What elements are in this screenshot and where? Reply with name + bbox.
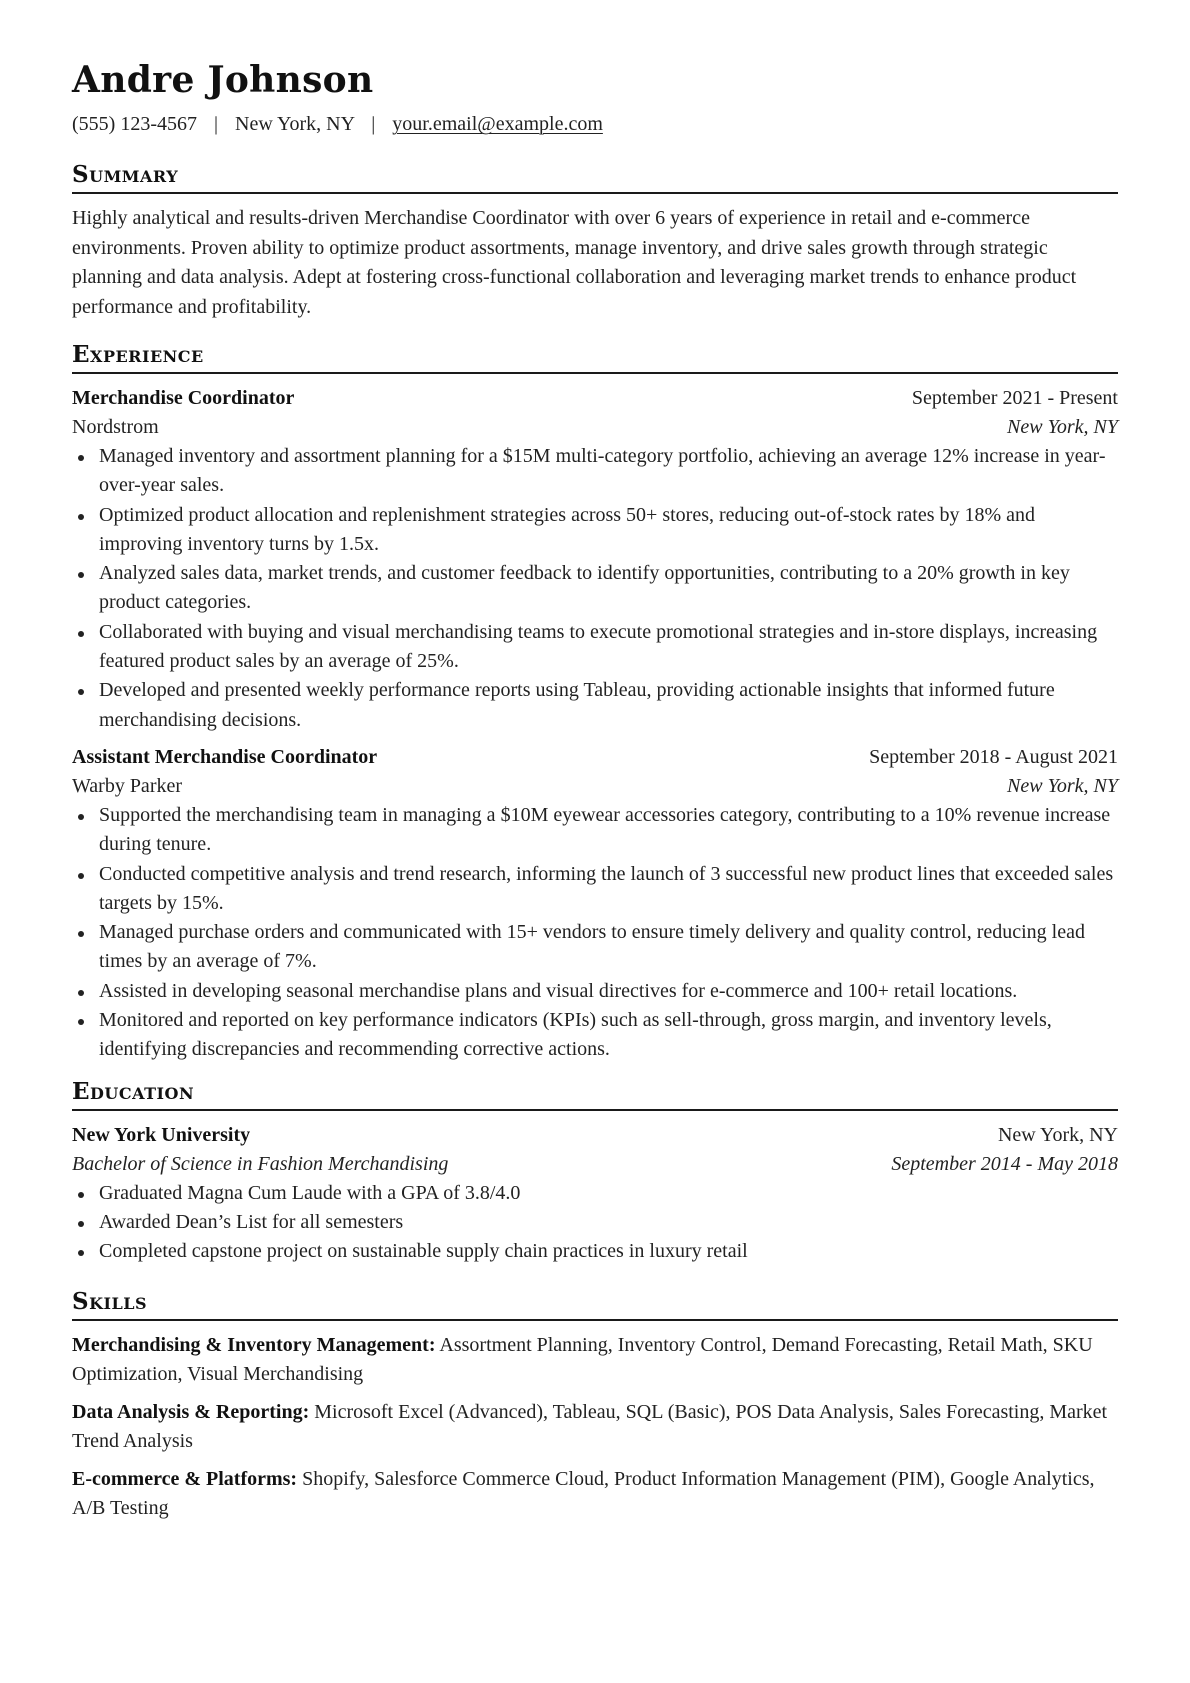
skill-group	[72, 1398, 1118, 1457]
job-role: Assistant Merchandise Coordinator	[72, 745, 378, 768]
bullet-item	[72, 442, 1118, 501]
section-title-experience: Experience	[72, 341, 204, 368]
degree-row	[72, 1150, 1118, 1179]
job-dates: September 2018 - August 2021	[869, 745, 1118, 768]
candidate-name: Andre Johnson	[72, 59, 374, 101]
bullet-dot-icon	[78, 931, 84, 937]
bullet-item	[72, 860, 1118, 919]
job-company: Warby Parker	[72, 774, 183, 797]
job-dates: September 2021 - Present	[911, 387, 1118, 409]
school-location: New York, NY	[997, 1123, 1118, 1146]
bullet-item	[72, 1179, 1118, 1208]
section-title-summary: Summary	[72, 161, 179, 188]
job-bullets	[72, 801, 1118, 1065]
bullet-item	[72, 918, 1118, 977]
skills-section	[72, 1289, 1118, 1524]
bullet-item	[72, 501, 1118, 560]
degree: Bachelor of Science in Fashion Merchandising	[72, 1152, 449, 1175]
bullet-dot-icon	[78, 689, 84, 695]
bullet-text: Assisted in developing seasonal merchandise plans and visual directives for e-commerce and 100+ retail locations.	[99, 979, 1018, 1002]
bullet-text: Monitored and reported on key performance indicators (KPIs) such as sell-through, gross margin, and inventory levels, identifying discrepancies and recommending corrective actions.	[99, 1009, 1052, 1061]
location: New York, NY	[235, 113, 355, 135]
skill-group-label: Merchandising & Inventory Management:	[72, 1333, 436, 1356]
job-company-row	[72, 772, 1118, 801]
education-bullets	[72, 1179, 1118, 1267]
skill-group-items: Shopify, Salesforce Commerce Cloud, Product Information Management (PIM), Google Analytics, A/B Testing	[72, 1467, 1095, 1520]
job-bullets	[72, 442, 1118, 735]
separator: |	[371, 113, 376, 135]
job-location: New York, NY	[1007, 774, 1118, 797]
education-dates: September 2014 - May 2018	[891, 1152, 1118, 1175]
bullet-dot-icon	[78, 631, 84, 637]
skill-group-label: Data Analysis & Reporting:	[72, 1400, 310, 1423]
bullet-dot-icon	[78, 1250, 84, 1256]
bullet-text: Graduated Magna Cum Laude with a GPA of 3.8/4.0	[99, 1181, 521, 1204]
skill-group-label: E-commerce & Platforms:	[72, 1467, 298, 1490]
bullet-text: Managed inventory and assortment planning for a $15M multi-category portfolio, achieving an average 12% increase in year-over-year sales.	[99, 445, 1106, 497]
bullet-dot-icon	[78, 873, 84, 879]
contact-line	[72, 112, 1118, 136]
skill-group-items: Assortment Planning, Inventory Control, Demand Forecasting, Retail Math, SKU Optimization, Visual Merchandising	[72, 1333, 1093, 1386]
school-row	[72, 1121, 1118, 1150]
education-section	[72, 1079, 1118, 1267]
bullet-text: Completed capstone project on sustainable supply chain practices in luxury retail	[99, 1240, 748, 1263]
job-company-row	[72, 413, 1118, 442]
bullet-dot-icon	[78, 1019, 84, 1025]
section-divider	[72, 192, 1118, 194]
experience-section	[72, 342, 1118, 1065]
bullet-text: Collaborated with buying and visual merchandising teams to execute promotional strategies and in-store displays, increasing featured product sales by an average of 25%.	[99, 620, 1098, 673]
bullet-item	[72, 676, 1118, 735]
bullet-dot-icon	[78, 514, 84, 520]
job-location: New York, NY	[1007, 416, 1118, 438]
job-header-row	[72, 743, 1118, 772]
email-link[interactable]: your.email@example.com	[392, 113, 603, 135]
bullet-text: Conducted competitive analysis and trend research, informing the launch of 3 successful new product lines that exceeded sales targets by 15%.	[99, 862, 1114, 914]
section-divider	[72, 1109, 1118, 1111]
bullet-dot-icon	[78, 990, 84, 996]
bullet-text: Supported the merchandising team in managing a $10M eyewear accessories category, contributing to a 10% revenue increase during tenure.	[99, 803, 1111, 856]
skill-group	[72, 1331, 1118, 1390]
resume-header	[72, 58, 1118, 136]
bullet-text: Awarded Dean’s List for all semesters	[99, 1210, 404, 1233]
separator: |	[213, 113, 218, 135]
bullet-item	[72, 801, 1118, 860]
skill-group	[72, 1465, 1118, 1524]
bullet-text: Analyzed sales data, market trends, and customer feedback to identify opportunities, contributing to a 20% growth in key product categories.	[99, 562, 1070, 614]
bullet-item	[72, 559, 1118, 618]
summary-text: Highly analytical and results-driven Merchandise Coordinator with over 6 years of experience in retail and e-commerce environments. Proven ability to optimize product assortments, manage inventory, and drive sales growth through strategic planning and data analysis. Adept at fostering cross-functional collaboration and leveraging market trends to enhance product performance and profitability.	[72, 207, 1077, 318]
job-header-row	[72, 384, 1118, 413]
bullet-dot-icon	[78, 814, 84, 820]
job-role: Merchandise Coordinator	[72, 387, 295, 409]
bullet-dot-icon	[78, 1192, 84, 1198]
bullet-dot-icon	[78, 455, 84, 461]
bullet-item	[72, 1208, 1118, 1237]
section-title-education: Education	[72, 1077, 195, 1105]
bullet-dot-icon	[78, 1221, 84, 1227]
section-divider	[72, 1319, 1118, 1321]
resume-page	[72, 58, 1118, 1532]
bullet-item	[72, 1006, 1118, 1065]
bullet-text: Managed purchase orders and communicated with 15+ vendors to ensure timely delivery and quality control, reducing lead times by an average of 7%.	[99, 921, 1085, 973]
bullet-text: Optimized product allocation and replenishment strategies across 50+ stores, reducing out-of-stock rates by 18% and improving inventory turns by 1.5x.	[99, 503, 1036, 555]
bullet-text: Developed and presented weekly performance reports using Tableau, providing actionable insights that informed future merchandising decisions.	[99, 679, 1055, 731]
job-entry	[72, 743, 1118, 1065]
job-entry	[72, 384, 1118, 735]
skill-group-items: Microsoft Excel (Advanced), Tableau, SQL (Basic), POS Data Analysis, Sales Forecasting, Market Trend Analysis	[72, 1400, 1108, 1453]
bullet-item	[72, 977, 1118, 1006]
bullet-dot-icon	[78, 572, 84, 578]
job-company: Nordstrom	[72, 416, 159, 438]
school-name: New York University	[72, 1123, 251, 1146]
phone-number: (555) 123-4567	[72, 113, 197, 135]
section-title-skills: Skills	[72, 1287, 148, 1315]
bullet-item	[72, 618, 1118, 677]
section-divider	[72, 372, 1118, 374]
summary-section	[72, 162, 1118, 322]
bullet-item	[72, 1237, 1118, 1266]
